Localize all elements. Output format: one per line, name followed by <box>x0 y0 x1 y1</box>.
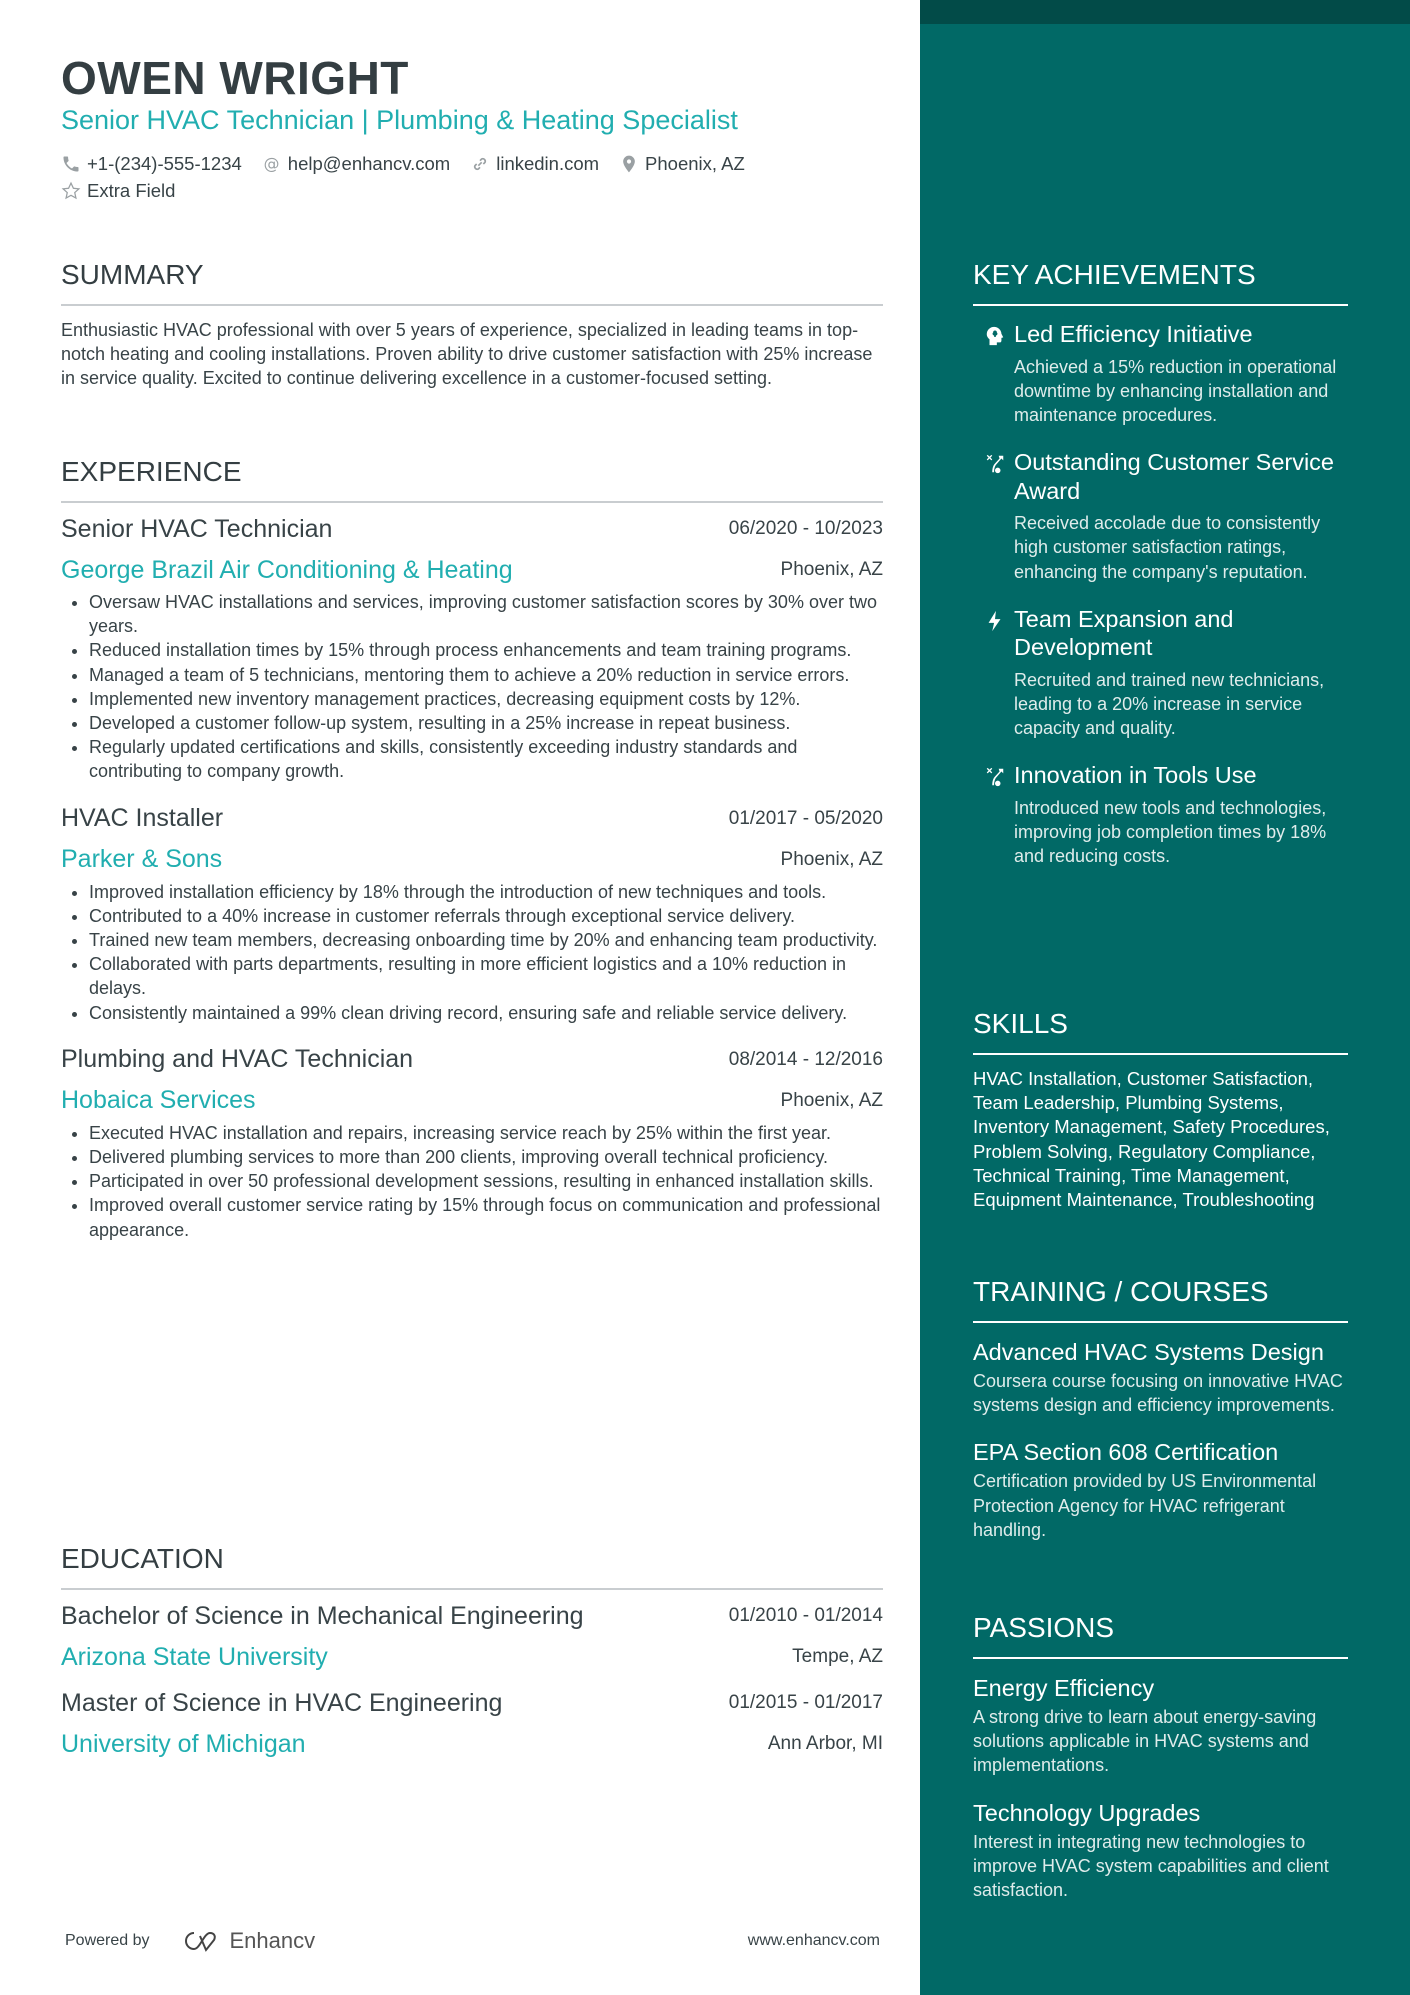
passions-desc: A strong drive to learn about energy-saving solutions applicable in HVAC systems and implementations. <box>973 1707 1317 1776</box>
at-icon <box>262 154 282 174</box>
bullet: • Consistently maintained a 99% clean driving record, ensuring safe and reliable service delivery. <box>89 1001 883 1025</box>
bullet: • Improved installation efficiency by 18% through the introduction of new techniques and tools. <box>89 880 883 904</box>
summary-text: Enthusiastic HVAC professional with over 5 years of experience, specialized in leading teams in top-notch heating and cooling installations. Proven ability to drive customer satisfaction with 25% increase in service quality. Excited to continue delivering excellence in a customer-focused setting. <box>61 320 873 389</box>
enhancv-logo[interactable] <box>178 1928 316 1954</box>
edu-dates: 01/2010 - 01/2014 <box>728 1605 883 1626</box>
passions-desc: Interest in integrating new technologies to improve HVAC system capabilities and client satisfaction. <box>973 1831 1329 1901</box>
extra-field: Extra Field <box>87 180 176 201</box>
section-heading: SKILLS <box>973 1007 1348 1055</box>
enhancv-logo-icon <box>178 1928 224 1954</box>
achievement-desc: Recruited and trained new technicians, leading to a 20% increase in service capacity and quality. <box>1014 669 1325 739</box>
company-name: George Brazil Air Conditioning & Heating <box>61 555 513 584</box>
education-entry <box>61 1600 883 1673</box>
passions-title: Technology Upgrades <box>973 1799 1201 1826</box>
training-section <box>973 1275 1348 1542</box>
achievement-item <box>973 448 1348 584</box>
edu-location: Ann Arbor, MI <box>767 1733 883 1754</box>
website-link[interactable]: www.enhancv.com <box>747 1932 880 1949</box>
job-entry <box>61 1044 883 1242</box>
bullet: • Delivered plumbing services to more than 200 clients, improving overall technical proficiency. <box>89 1145 883 1169</box>
bullet: • Improved overall customer service rating by 15% through focus on communication and professional appearance. <box>89 1193 883 1241</box>
location: Phoenix, AZ <box>645 153 745 174</box>
phone-icon <box>61 154 81 174</box>
job-title: Plumbing and HVAC Technician <box>61 1045 414 1074</box>
bullet: • Reduced installation times by 15% through process enhancements and team training programs. <box>89 638 883 662</box>
section-heading: SUMMARY <box>61 258 883 306</box>
job-entry <box>61 803 883 1025</box>
school-name: University of Michigan <box>61 1729 306 1758</box>
sidebar <box>920 0 1410 1995</box>
bullet: • Collaborated with parts departments, resulting in more efficient logistics and a 10% reduction in delays. <box>89 952 883 1000</box>
powered-by: Powered by <box>65 1932 150 1949</box>
company-name: Hobaica Services <box>61 1086 256 1115</box>
training-item <box>973 1337 1348 1417</box>
brain-head-icon <box>984 325 1006 347</box>
edu-location: Tempe, AZ <box>792 1646 883 1667</box>
job-title: Senior HVAC Technician <box>61 514 333 543</box>
star-icon <box>61 181 81 201</box>
passions-title: Energy Efficiency <box>973 1675 1155 1701</box>
passions-section <box>973 1611 1348 1902</box>
job-location: Phoenix, AZ <box>780 1089 883 1111</box>
section-heading: EXPERIENCE <box>61 455 883 503</box>
training-title: Advanced HVAC Systems Design <box>973 1339 1324 1365</box>
bullet: • Contributed to a 40% increase in customer referrals through exceptional service delivery. <box>89 904 883 928</box>
contact-info <box>61 150 883 204</box>
svg-text:@: @ <box>263 153 280 173</box>
passions-item <box>973 1798 1348 1903</box>
achievements-section <box>973 258 1348 868</box>
training-desc: Certification provided by US Environmental Protection Agency for HVAC refrigerant handling. <box>973 1471 1317 1540</box>
bullet: • Trained new team members, decreasing onboarding time by 20% and enhancing team productivity. <box>89 928 883 952</box>
achievement-desc: Received accolade due to consistently high customer satisfaction ratings, enhancing the company's reputation. <box>1014 513 1321 582</box>
location-pin-icon <box>619 154 639 174</box>
job-dates: 06/2020 - 10/2023 <box>728 518 883 539</box>
summary-section <box>61 258 883 391</box>
degree: Bachelor of Science in Mechanical Engineering <box>61 1601 584 1630</box>
school-name: Arizona State University <box>61 1642 328 1671</box>
achievement-title: Outstanding Customer Service Award <box>1014 449 1335 504</box>
bullet: • Participated in over 50 professional development sessions, resulting in enhanced installation skills. <box>89 1169 883 1193</box>
skills-section <box>973 1007 1348 1212</box>
achievement-desc: Achieved a 15% reduction in operational downtime by enhancing installation and maintenance procedures. <box>1014 356 1337 425</box>
brand-name: Enhancv <box>229 1928 316 1953</box>
degree: Master of Science in HVAC Engineering <box>61 1688 503 1717</box>
bullet: • Oversaw HVAC installations and services, improving customer satisfaction scores by 30% over two years. <box>89 590 883 638</box>
section-heading: PASSIONS <box>973 1611 1348 1659</box>
candidate-title: Senior HVAC Technician | Plumbing & Heating Specialist <box>61 105 738 135</box>
training-title: EPA Section 608 Certification <box>973 1439 1279 1466</box>
job-location: Phoenix, AZ <box>780 848 883 870</box>
achievement-item <box>973 320 1348 427</box>
sidebar-top-band <box>920 0 1410 24</box>
achievement-title: Team Expansion and Development <box>1014 605 1234 661</box>
edu-dates: 01/2015 - 01/2017 <box>728 1692 883 1713</box>
phone[interactable]: +1-(234)-555-1234 <box>87 153 242 174</box>
passions-item <box>973 1673 1348 1778</box>
section-heading: EDUCATION <box>61 1542 883 1590</box>
link-icon <box>470 154 490 174</box>
achievement-title: Led Efficiency Initiative <box>1014 321 1253 347</box>
lightning-icon <box>984 610 1006 632</box>
email[interactable]: help@enhancv.com <box>287 153 451 174</box>
bullet: • Developed a customer follow-up system, resulting in a 25% increase in repeat business. <box>89 711 883 735</box>
job-bullets <box>61 880 883 1025</box>
bullet: • Implemented new inventory management practices, decreasing equipment costs by 12%. <box>89 687 883 711</box>
company-name: Parker & Sons <box>61 845 223 874</box>
education-section <box>61 1542 883 1760</box>
job-entry <box>61 513 883 784</box>
section-heading: TRAINING / COURSES <box>973 1275 1348 1323</box>
training-item <box>973 1437 1348 1542</box>
job-location: Phoenix, AZ <box>780 559 883 580</box>
job-bullets <box>61 590 883 784</box>
strategy-icon <box>984 453 1006 475</box>
experience-section <box>61 455 883 1242</box>
education-entry <box>61 1687 883 1760</box>
bullet: • Executed HVAC installation and repairs, increasing service reach by 25% within the first year. <box>89 1121 883 1145</box>
job-dates: 08/2014 - 12/2016 <box>728 1048 883 1070</box>
training-desc: Coursera course focusing on innovative HVAC systems design and efficiency improvements. <box>973 1371 1343 1416</box>
bullet: • Regularly updated certifications and skills, consistently exceeding industry standards and contributing to company growth. <box>89 735 883 783</box>
skills-list: HVAC Installation, Customer Satisfaction, Team Leadership, Plumbing Systems, Inventory Management, Safety Procedures, Problem Solving, Regulatory Compliance, Technical Training, Time Management, Equipment Maintenance, Troubleshooting <box>973 1068 1330 1211</box>
achievement-desc: Introduced new tools and technologies, improving job completion times by 18% and reducing costs. <box>1014 797 1327 867</box>
job-title: HVAC Installer <box>61 804 224 833</box>
bullet: • Managed a team of 5 technicians, mentoring them to achieve a 20% reduction in service errors. <box>89 663 883 687</box>
job-dates: 01/2017 - 05/2020 <box>728 807 883 829</box>
achievement-item <box>973 761 1348 868</box>
job-bullets <box>61 1121 883 1242</box>
achievement-title: Innovation in Tools Use <box>1014 762 1257 789</box>
linkedin[interactable]: linkedin.com <box>496 153 600 174</box>
footer <box>65 1928 880 1954</box>
achievement-item <box>973 605 1348 741</box>
candidate-name: OWEN WRIGHT <box>61 52 409 104</box>
section-heading: KEY ACHIEVEMENTS <box>973 258 1348 306</box>
strategy-icon <box>984 766 1006 788</box>
